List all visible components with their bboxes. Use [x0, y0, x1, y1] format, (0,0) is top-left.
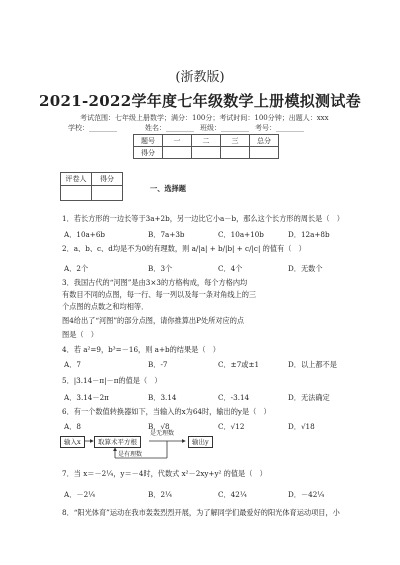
q5-option-a: A．3.14－2π: [64, 393, 109, 402]
question-8-stem: 8．“阳光体育”运动在我市轰轰烈烈开展，为了解同学们最爱好的阳光体育运动项目，小: [62, 508, 340, 517]
q1-option-a: A．10a+6b: [64, 230, 106, 239]
question-2-stem: 2．a、b、c、d均是不为0的有理数，则 a/|a| + b/|b| + c/|c| 的值有（ ）: [62, 244, 306, 253]
question-4-stem: 4．若 a²=9，b³=－16，则 a+b的结果是（ ）: [62, 345, 220, 354]
q4-option-d: D．以上都不是: [288, 360, 337, 369]
score-cell: [192, 147, 221, 159]
question-5-stem: 5．|3.14－π|－π的值是（ ）: [62, 376, 162, 385]
score-header: 总分: [250, 135, 279, 147]
q1-option-c: C．10a+10b: [218, 230, 264, 239]
grader-table: [60, 172, 123, 201]
grader-label: 评卷人: [61, 173, 92, 186]
score-cell: [250, 147, 279, 159]
q6-option-a: A．8: [64, 422, 81, 431]
q4-option-a: A．7: [64, 360, 81, 369]
class-field: 班级：________: [200, 124, 249, 132]
flowchart-output: 输出y: [188, 436, 213, 448]
question-1-stem: 1．若长方形的一边长等于3a+2b，另一边比它小a－b，那么这个长方形的周长是（ ）: [62, 214, 344, 223]
q1-option-b: B．7a+3b: [148, 230, 185, 239]
grader-cell: [92, 186, 123, 201]
exam-info: 考试范围：七年级上册数学；满分：100分；考试时间：100分钟；出题人：xxx: [80, 114, 329, 122]
edition-label: (浙教版): [175, 70, 225, 85]
q4-option-b: B．-7: [148, 360, 168, 369]
flowchart-process: 取算术平方根: [94, 436, 141, 448]
grader-cell: [61, 186, 92, 201]
score-table: [133, 134, 279, 159]
q4-option-c: C．±7或±1: [218, 360, 260, 369]
name-field: 姓名：________: [145, 124, 194, 132]
score-row-label: 得分: [134, 147, 163, 159]
q5-option-b: B．3.14: [148, 393, 177, 402]
paper-title: 2021-2022学年度七年级数学上册模拟测试卷: [39, 92, 361, 110]
question-3-line-1: 3．我国古代的“河图”是由3×3的方格构成，每个方格内均: [62, 278, 248, 287]
q7-option-c: C．42¼: [218, 490, 247, 499]
score-cell: [221, 147, 250, 159]
score-header: 题号: [134, 135, 163, 147]
flowchart-rational-label: 是有理数: [118, 451, 143, 458]
school-field: 学校：________: [68, 124, 117, 132]
grader-score-label: 得分: [92, 173, 123, 186]
q6-option-b: B．√8: [148, 422, 170, 431]
score-header: 一: [163, 135, 192, 147]
question-3-line-4: 图4给出了“河图”的部分点图，请你推算出P处所对应的点: [62, 316, 245, 325]
question-6-stem: 6．有一个数值转换器如下，当输入的x为64时，输出的y是（ ）: [62, 407, 271, 416]
section-title: 一、选择题: [150, 184, 186, 193]
score-cell: [163, 147, 192, 159]
q2-option-a: A．2个: [64, 264, 89, 273]
q7-option-b: B．2¼: [148, 490, 173, 499]
q6-option-c: C．√12: [218, 422, 245, 431]
question-3-line-2: 有数目不同的点图，每一行、每一列以及每一条对角线上的三: [62, 290, 257, 299]
flowchart-input: 输入x: [60, 436, 85, 448]
q1-option-d: D．12a+8b: [288, 230, 330, 239]
flowchart-irrational-label: 是无理数: [150, 430, 175, 437]
q7-option-d: D．－42¼: [288, 490, 325, 499]
q2-option-d: D．无数个: [288, 264, 323, 273]
q5-option-c: C．-3.14: [218, 393, 250, 402]
score-header: 三: [221, 135, 250, 147]
score-header: 二: [192, 135, 221, 147]
q6-option-d: D．√18: [288, 422, 315, 431]
q5-option-d: D．无法确定: [288, 393, 330, 402]
q2-option-b: B．3个: [148, 264, 173, 273]
exam-number-field: 考号：________: [255, 124, 304, 132]
question-7-stem: 7．当 x＝－2¼，y＝－4时，代数式 x²－2xy+y² 的值是（ ）: [62, 469, 267, 478]
q7-option-a: A．－2¼: [64, 490, 96, 499]
question-3-line-3: 个点图的点数之和均相等．: [62, 302, 149, 311]
question-3-line-5: 图是（ ）: [62, 330, 98, 339]
q2-option-c: C．4个: [218, 264, 243, 273]
